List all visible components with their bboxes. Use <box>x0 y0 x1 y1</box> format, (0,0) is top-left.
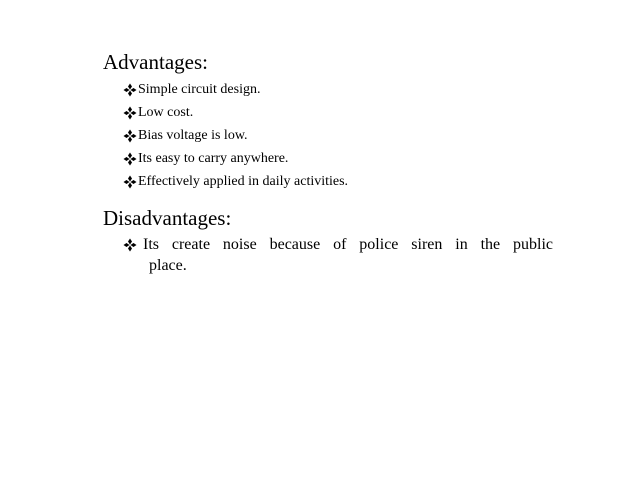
list-item-text: Low cost. <box>138 105 194 120</box>
list-item <box>123 124 348 147</box>
list-item-text: Simple circuit design. <box>138 82 261 97</box>
list-item <box>123 234 561 276</box>
list-item-text: Bias voltage is low. <box>138 128 248 143</box>
four-diamond-bullet-icon <box>123 106 137 120</box>
four-diamond-bullet-icon <box>123 129 137 143</box>
list-item <box>123 147 348 170</box>
four-diamond-bullet-icon <box>123 152 137 166</box>
four-diamond-bullet-icon <box>123 238 137 252</box>
list-item-text <box>143 234 553 276</box>
advantages-list <box>123 78 348 193</box>
list-item-text: Effectively applied in daily activities. <box>138 174 349 189</box>
list-item <box>123 101 348 124</box>
list-item-text-line2: place. <box>149 257 187 274</box>
list-item <box>123 170 348 193</box>
list-item <box>123 78 348 101</box>
list-item-text: Its easy to carry anywhere. <box>138 151 289 166</box>
list-item-text-line1: Its create noise because of police siren in the public <box>143 236 553 253</box>
four-diamond-bullet-icon <box>123 175 137 189</box>
disadvantages-heading: Disadvantages: <box>103 206 232 230</box>
four-diamond-bullet-icon <box>123 83 137 97</box>
disadvantages-list <box>123 234 561 276</box>
advantages-heading: Advantages: <box>103 50 208 74</box>
